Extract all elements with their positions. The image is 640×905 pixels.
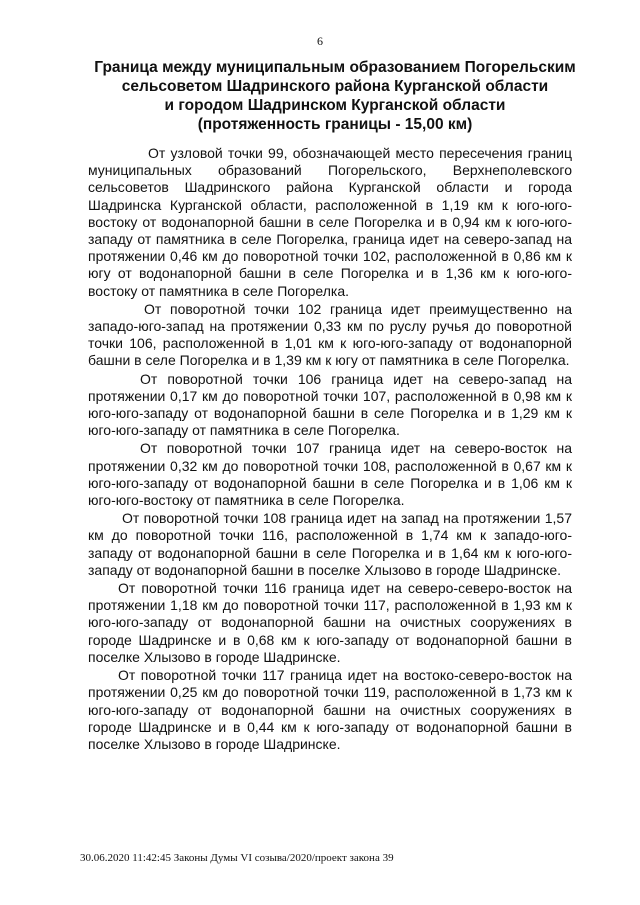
document-footer: 30.06.2020 11:42:45 Законы Думы VI созыва/2020/проект закона 39 bbox=[80, 852, 394, 864]
page-number: 6 bbox=[317, 34, 323, 48]
heading-line: Граница между муниципальным образованием Погорельским bbox=[94, 59, 576, 76]
document-heading bbox=[80, 58, 590, 134]
paragraph-point-102: От поворотной точки 102 граница идет преимущественно на западо-юго-запад на протяжении 0,33 км по руслу ручья до поворотной точки 106, расположенной в 1,01 км к юго-юго-западу от водонапорной башни в селе Погорелка и в 1,39 км к югу от памятника в селе Погорелка. bbox=[88, 300, 572, 369]
paragraph-point-117: От поворотной точки 117 граница идет на востоко-северо-восток на протяжении 0,25 км до поворотной точки 119, расположенной в 1,73 км к юго-юго-западу от водонапорной башни на очистных сооружениях в городе Шадринске и в 0,44 км к юго-западу от водонапорной башни в поселке Хлызово в городе Шадринске. bbox=[88, 667, 572, 752]
heading-line: сельсоветом Шадринского района Курганской области bbox=[121, 78, 549, 95]
paragraph-point-106: От поворотной точки 106 граница идет на северо-запад на протяжении 0,17 км до поворотной точки 107, расположенной в 0,98 км к юго-юго-западу от водонапорной башни в селе Погорелка и в 1,29 км к юго-юго-западу от памятника в селе Погорелка. bbox=[88, 370, 572, 439]
paragraph-point-116: От поворотной точки 116 граница идет на северо-северо-восток на протяжении 1,18 км до поворотной точки 117, расположенной в 1,93 км к юго-юго-западу от водонапорной башни на очистных сооружениях в городе Шадринске и в 0,68 км к юго-западу от водонапорной башни в поселке Хлызово в городе Шадринске. bbox=[88, 580, 572, 665]
heading-line: и городом Шадринском Курганской области bbox=[164, 97, 506, 114]
document-body bbox=[88, 145, 572, 753]
paragraph-point-108: От поворотной точки 108 граница идет на запад на протяжении 1,57 км до поворотной точки 116, расположенной в 1,74 км к западо-юго-западу от водонапорной башни в селе Погорелка и в 1,64 км к юго-юго-западу от водонапорной башни в поселке Хлызово в городе Шадринске. bbox=[88, 510, 572, 578]
paragraph-point-99: От узловой точки 99, обозначающей место пересечения границ муниципальных образований Погорельского, Верхнеполевского сельсоветов Шадринского района Курганской области и города Шадринска Курганской области, расположенной в 1,19 км к юго-юго-востоку от водонапорной башни в селе Погорелка и в 0,94 км к юго-юго-западу от памятника в селе Погорелка, граница идет на северо-запад на протяжении 0,46 км до поворотной точки 102, расположенной в 0,86 км к югу от водонапорной башни в селе Погорелка и в 1,36 км к юго-юго-востоку от памятника в селе Погорелка. bbox=[88, 145, 572, 299]
paragraph-point-107: От поворотной точки 107 граница идет на северо-восток на протяжении 0,32 км до поворотной точки 108, расположенной в 0,67 км к юго-юго-западу от водонапорной башни в селе Погорелка и в 1,06 км к юго-юго-востоку от памятника в селе Погорелка. bbox=[88, 440, 572, 509]
heading-line: (протяженность границы - 15,00 км) bbox=[197, 116, 473, 133]
